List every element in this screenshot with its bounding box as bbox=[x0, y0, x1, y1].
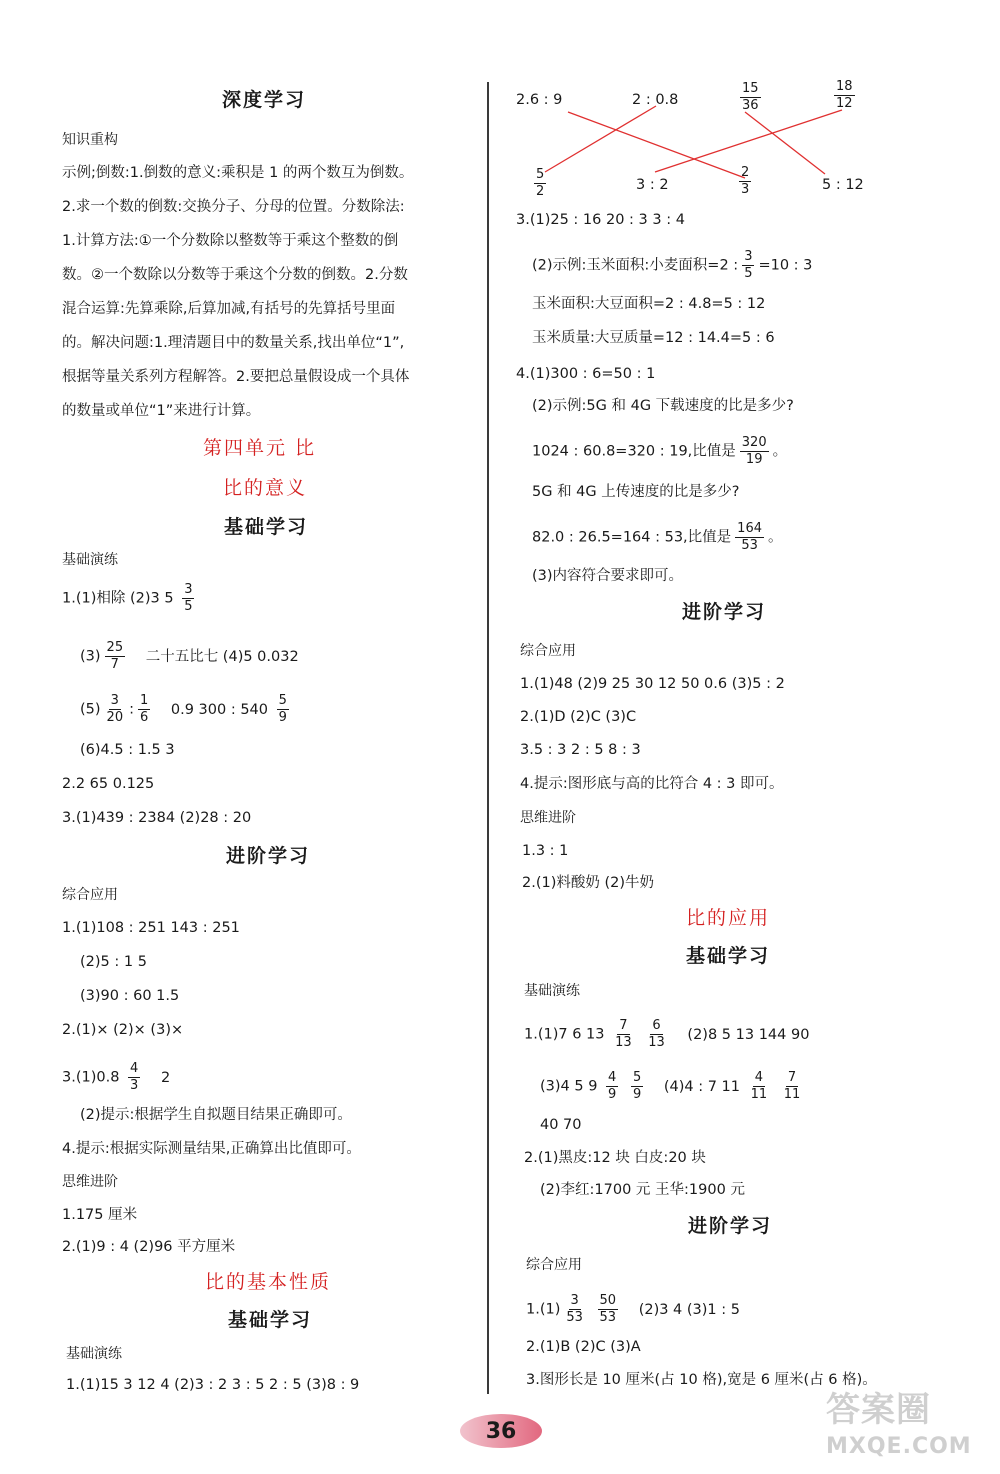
match-line bbox=[568, 112, 745, 178]
fraction: $\frac{7}{13}$ bbox=[615, 1018, 632, 1050]
match-item: 2.6 : 9 bbox=[516, 92, 563, 108]
fraction: $\frac{7}{11}$ bbox=[783, 1070, 801, 1102]
subheading: 综合应用 bbox=[526, 1257, 582, 1273]
answer-line: 4.提示:根据实际测量结果,正确算出比值即可。 bbox=[62, 1141, 361, 1157]
fraction: $\frac{3}{53}$ bbox=[566, 1293, 583, 1325]
answer-line: 1024 : 60.8=320 : 19,比值是 $\frac{320}{19}$ 。 bbox=[532, 435, 788, 467]
subheading: 基础演练 bbox=[524, 983, 580, 999]
answer-line: 3.(1)25 : 16 20 : 3 3 : 4 bbox=[516, 212, 685, 228]
answer-line: (3)4 5 9 $\frac{4}{9}$ $\frac{5}{9}$ (4)4 : 7 11 $\frac{4}{11}$ $\frac{7}{11}$ bbox=[540, 1070, 801, 1102]
section-title: 比的基本性质 bbox=[205, 1271, 332, 1293]
answer-line: (2)示例:5G 和 4G 下载速度的比是多少? bbox=[532, 398, 794, 414]
answer-line: 3.图形长是 10 厘米(占 10 格),宽是 6 厘米(占 6 格)。 bbox=[526, 1372, 877, 1388]
heading-advanced: 进阶学习 bbox=[226, 845, 311, 867]
text-line: 2.求一个数的倒数:交换分子、分母的位置。分数除法: bbox=[62, 199, 405, 215]
answer-line: 1.(1)相除 (2)3 5 $\frac{3}{5}$ bbox=[62, 582, 193, 614]
fraction: $\frac{3}{20}$ bbox=[106, 693, 124, 725]
heading-basic: 基础学习 bbox=[228, 1309, 313, 1331]
subheading: 基础演练 bbox=[62, 552, 118, 568]
answer-line: 4.(1)300 : 6=50 : 1 bbox=[516, 366, 656, 382]
unit-title: 第四单元 比 bbox=[203, 437, 317, 459]
subheading: 思维进阶 bbox=[62, 1174, 118, 1190]
answer-line: 2.(1)黑皮:12 块 白皮:20 块 bbox=[524, 1150, 706, 1166]
fraction: $\frac{6}{13}$ bbox=[648, 1018, 665, 1050]
answer-line: 2.(1)9 : 4 (2)96 平方厘米 bbox=[62, 1239, 236, 1255]
answer-line: (2)提示:根据学生自拟题目结果正确即可。 bbox=[80, 1107, 352, 1123]
answer-line: 1.175 厘米 bbox=[62, 1207, 138, 1223]
page-number-badge bbox=[460, 1414, 542, 1448]
match-item: 5 : 12 bbox=[822, 177, 864, 193]
watermark-url: MXQE.COM bbox=[826, 1434, 972, 1459]
fraction: $\frac{18}{12}$ bbox=[836, 79, 853, 111]
subheading: 思维进阶 bbox=[520, 810, 576, 826]
fraction: $\frac{3}{5}$ bbox=[184, 582, 193, 614]
answer-line: 2.(1)B (2)C (3)A bbox=[526, 1339, 641, 1355]
page-number: 36 bbox=[485, 1418, 517, 1444]
answer-line: 1.(1)108 : 251 143 : 251 bbox=[62, 920, 240, 936]
match-item: 2 : 0.8 bbox=[632, 92, 679, 108]
subheading: 知识重构 bbox=[62, 132, 118, 148]
answer-line: 3.5 : 3 2 : 5 8 : 3 bbox=[520, 742, 641, 758]
subheading: 基础演练 bbox=[66, 1346, 122, 1362]
watermark-title: 答案圈 bbox=[826, 1390, 931, 1430]
answer-line: 2.(1)D (2)C (3)C bbox=[520, 709, 637, 725]
answer-line: 82.0 : 26.5=164 : 53,比值是 $\frac{164}{53}$ 。 bbox=[532, 521, 783, 553]
answer-line: (3) $\frac{25}{7}$ 二十五比七 (4)5 0.032 bbox=[80, 640, 299, 672]
subheading: 综合应用 bbox=[62, 887, 118, 903]
answer-line: 2.(1)× (2)× (3)× bbox=[62, 1022, 184, 1038]
match-line bbox=[655, 110, 842, 172]
answer-line: (2)李红:1700 元 王华:1900 元 bbox=[540, 1182, 745, 1198]
answer-line: (2)示例:玉米面积:小麦面积=2 : $\frac{3}{5}$ =10 : 3 bbox=[532, 249, 813, 281]
text-line: 的。解决问题:1.理清题目中的数量关系,找出单位“1”, bbox=[62, 335, 405, 351]
answer-line: 1.(1)7 6 13 $\frac{7}{13}$ $\frac{6}{13}$ (2)8 5 13 144 90 bbox=[524, 1018, 810, 1050]
text-line: 根据等量关系列方程解答。2.要把总量假设成一个具体 bbox=[62, 369, 410, 385]
fraction: $\frac{15}{36}$ bbox=[742, 81, 759, 113]
text-line: 示例;倒数:1.倒数的意义:乘积是 1 的两个数互为倒数。 bbox=[62, 165, 414, 181]
fraction: $\frac{1}{6}$ bbox=[139, 693, 149, 725]
text-line: 1.计算方法:①一个分数除以整数等于乘这个整数的倒 bbox=[62, 233, 399, 249]
column-divider bbox=[487, 82, 489, 1394]
text-line: 数。②一个数除以分数等于乘这个分数的倒数。2.分数 bbox=[62, 267, 408, 283]
match-line bbox=[745, 112, 825, 174]
matching-lines bbox=[520, 79, 880, 182]
match-item bbox=[530, 168, 550, 199]
answer-line: 4.提示:图形底与高的比符合 4 : 3 即可。 bbox=[520, 776, 784, 792]
match-item: 3 : 2 bbox=[636, 177, 669, 193]
heading-basic: 基础学习 bbox=[686, 945, 771, 967]
match-item bbox=[735, 166, 755, 197]
answer-line: (6)4.5 : 1.5 3 bbox=[80, 742, 175, 758]
heading-advanced: 进阶学习 bbox=[688, 1215, 773, 1237]
fraction: $\frac{5}{9}$ bbox=[632, 1070, 642, 1102]
answer-line: 2.(1)料酸奶 (2)牛奶 bbox=[522, 875, 655, 891]
heading-deep-learning: 深度学习 bbox=[222, 89, 307, 111]
match-item bbox=[736, 82, 765, 113]
section-title: 比的应用 bbox=[686, 907, 771, 929]
match-item bbox=[830, 80, 859, 111]
section-title: 比的意义 bbox=[223, 477, 308, 499]
answer-line: 玉米质量:大豆质量=12 : 14.4=5 : 6 bbox=[532, 330, 775, 346]
fraction: $\frac{5}{2}$ bbox=[536, 167, 545, 199]
answer-line: (5) $\frac{3}{20}$ : $\frac{1}{6}$ 0.9 300 : 540 $\frac{5}{9}$ bbox=[80, 693, 287, 725]
fraction: $\frac{4}{11}$ bbox=[750, 1070, 768, 1102]
fraction: $\frac{4}{3}$ bbox=[130, 1061, 139, 1093]
heading-advanced: 进阶学习 bbox=[682, 601, 767, 623]
answer-line: 40 70 bbox=[540, 1117, 582, 1133]
watermark-logo bbox=[826, 1382, 994, 1464]
answer-line: (2)5 : 1 5 bbox=[80, 954, 147, 970]
answer-line: (3)90 : 60 1.5 bbox=[80, 988, 180, 1004]
answer-line: 2.2 65 0.125 bbox=[62, 776, 155, 792]
fraction: $\frac{320}{19}$ bbox=[741, 435, 767, 467]
answer-line: 1.(1)48 (2)9 25 30 12 50 0.6 (3)5 : 2 bbox=[520, 676, 785, 692]
answer-line: 1.(1) $\frac{3}{53}$ $\frac{50}{53}$ (2)3 4 (3)1 : 5 bbox=[526, 1293, 740, 1325]
fraction: $\frac{5}{9}$ bbox=[278, 693, 287, 725]
subheading: 综合应用 bbox=[520, 643, 576, 659]
text-line: 的数量或单位“1”来进行计算。 bbox=[62, 403, 261, 419]
fraction: $\frac{3}{5}$ bbox=[744, 249, 753, 281]
fraction: $\frac{50}{53}$ bbox=[599, 1293, 617, 1325]
fraction: $\frac{164}{53}$ bbox=[737, 521, 762, 553]
text-line: 混合运算:先算乘除,后算加减,有括号的先算括号里面 bbox=[62, 301, 396, 317]
heading-basic: 基础学习 bbox=[224, 516, 309, 538]
answer-line: 3.(1)439 : 2384 (2)28 : 20 bbox=[62, 810, 252, 826]
fraction: $\frac{4}{9}$ bbox=[608, 1070, 617, 1102]
answer-line: 1.(1)15 3 12 4 (2)3 : 2 3 : 5 2 : 5 (3)8 : 9 bbox=[66, 1377, 360, 1393]
answer-line: 1.3 : 1 bbox=[522, 843, 569, 859]
answer-line: 3.(1)0.8 $\frac{4}{3}$ 2 bbox=[62, 1061, 171, 1093]
answer-line: (3)内容符合要求即可。 bbox=[532, 568, 684, 584]
fraction: $\frac{2}{3}$ bbox=[741, 165, 750, 197]
fraction: $\frac{25}{7}$ bbox=[106, 640, 124, 672]
answer-line: 5G 和 4G 上传速度的比是多少? bbox=[532, 484, 740, 500]
answer-line: 玉米面积:大豆面积=2 : 4.8=5 : 12 bbox=[532, 296, 766, 312]
